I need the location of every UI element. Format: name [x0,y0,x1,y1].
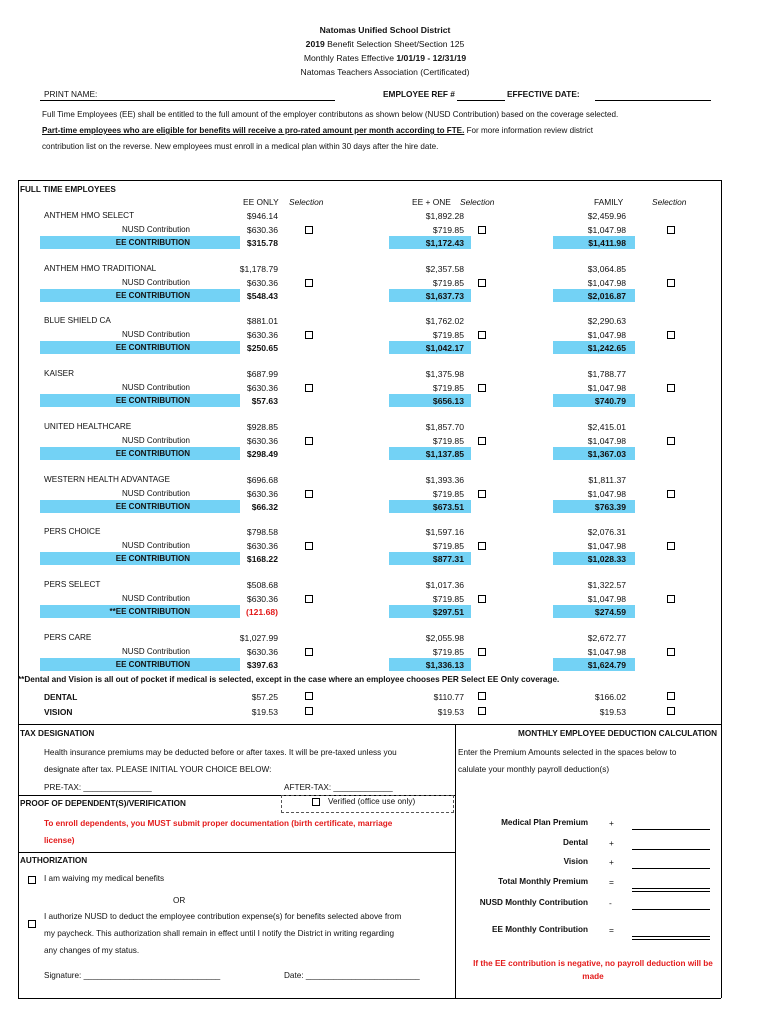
ee-only-premium: $946.14 [246,211,278,221]
ee-one-ee-contribution: $1,137.85 [425,449,464,459]
family-nusd-contribution: $1,047.98 [587,225,626,235]
calc-row-operator: = [609,925,614,935]
ee-only-selection-checkbox[interactable] [305,279,313,287]
family-premium: $2,459.96 [587,211,626,221]
table-right-border [721,180,722,724]
ee-only-nusd-contribution: $630.36 [246,225,278,235]
vision-family-checkbox[interactable] [667,707,675,715]
ee-only-selection-checkbox[interactable] [305,542,313,550]
calc-row-label: EE Monthly Contribution [492,925,588,934]
ee-one-nusd-contribution: $719.85 [432,278,464,288]
dental-family-checkbox[interactable] [667,692,675,700]
table-left-border [18,180,19,724]
plan-name: PERS SELECT [44,580,101,589]
ee-only-premium: $508.68 [246,580,278,590]
pre-tax-initial[interactable]: PRE-TAX: _______________ [44,783,152,792]
effective-date-label: EFFECTIVE DATE: [507,89,580,99]
ee-one-selection-checkbox[interactable] [478,595,486,603]
ee-one-premium: $1,857.70 [425,422,464,432]
calc-row-label: NUSD Monthly Contribution [479,898,588,907]
plan-name: ANTHEM HMO SELECT [44,211,135,220]
verified-label: Verified (office use only) [328,797,416,806]
calc-row-entry[interactable] [632,829,710,830]
col-selection-one: Selection [460,197,495,207]
dental-ee-one: $110.77 [433,692,464,702]
family-ee-contribution: $763.39 [594,502,626,512]
lower-left-border [18,724,19,998]
calc-row-label: Dental [562,838,588,847]
family-selection-checkbox[interactable] [667,490,675,498]
print-name-field[interactable] [40,100,335,101]
ee-only-selection-checkbox[interactable] [305,437,313,445]
authorize-deduction-text: I authorize NUSD to deduct the employee contribution expense(s) for benefits selected above from my paycheck. This authorization shall remain in effect until I notify the District in writing regarding any changes of my status. [44,912,402,955]
ee-one-ee-contribution: $673.51 [432,502,464,512]
calc-row-entry[interactable] [632,868,710,869]
ee-contribution-label: **EE CONTRIBUTION [109,607,190,616]
family-nusd-contribution: $1,047.98 [587,647,626,657]
vision-ee-one-checkbox[interactable] [478,707,486,715]
authorization-top-border [18,852,455,853]
col-family: FAMILY [594,197,624,207]
or-label: OR [173,896,186,905]
ee-only-ee-contribution: $168.22 [246,554,278,564]
ee-contribution-label: EE CONTRIBUTION [115,502,190,511]
ee-one-selection-checkbox[interactable] [478,437,486,445]
ee-one-premium: $1,017.36 [425,580,464,590]
calc-row-entry[interactable] [632,909,710,910]
plan-name: UNITED HEALTHCARE [44,422,132,431]
vision-label: VISION [44,707,73,717]
ee-one-nusd-contribution: $719.85 [432,383,464,393]
ee-only-nusd-contribution: $630.36 [246,383,278,393]
ee-one-premium: $2,055.98 [425,633,464,643]
calc-row-entry-double-line [632,891,710,892]
family-nusd-contribution: $1,047.98 [587,489,626,499]
calc-row-operator: + [609,857,614,867]
family-nusd-contribution: $1,047.98 [587,541,626,551]
district-name: Natomas Unified School District [319,25,451,35]
form-title: 2019 Benefit Selection Sheet/Section 125 [305,39,465,49]
proof-of-dependents-title: PROOF OF DEPENDENT(S)/VERIFICATION [20,799,186,808]
ee-only-nusd-contribution: $630.36 [246,647,278,657]
family-ee-contribution: $274.59 [594,607,626,617]
ee-only-nusd-contribution: $630.36 [246,541,278,551]
ee-one-nusd-contribution: $719.85 [432,489,464,499]
calculation-instructions: Enter the Premium Amounts selected in the spaces below to calulate your monthly payroll deduction(s) [458,748,677,774]
ee-contribution-label: EE CONTRIBUTION [115,343,190,352]
date-field[interactable]: Date: _________________________ [284,971,420,980]
ee-only-nusd-contribution: $630.36 [246,330,278,340]
ee-only-nusd-contribution: $630.36 [246,594,278,604]
lower-section-top-border [18,724,721,725]
family-selection-checkbox[interactable] [667,595,675,603]
ee-contribution-label: EE CONTRIBUTION [115,449,190,458]
nusd-contribution-label: NUSD Contribution [121,436,190,445]
nusd-contribution-label: NUSD Contribution [121,330,190,339]
family-selection-checkbox[interactable] [667,331,675,339]
family-nusd-contribution: $1,047.98 [587,383,626,393]
family-ee-contribution: $1,242.65 [587,343,626,353]
calc-row-entry-double-line [632,939,710,940]
ee-only-premium: $881.01 [246,316,278,326]
ee-only-ee-contribution: (121.68) [245,607,278,617]
intro-text: Full Time Employees (EE) shall be entitled to the full amount of the employer contributons as shown below (NUSD Contribution) based on the coverage selected. Part-time employees who are eligible for benefits will receive a pro-rated amount per month according to FTE. For more information review district contribution list on the reverse. New employees must enroll in a medical plan within 30 days after the hire date. [42,110,619,151]
ee-contribution-label: EE CONTRIBUTION [115,660,190,669]
ee-one-ee-contribution: $1,637.73 [425,291,464,301]
calc-row-operator: + [609,818,614,828]
family-premium: $1,811.37 [588,475,626,485]
nusd-contribution-label: NUSD Contribution [121,278,190,287]
tax-designation-text: Health insurance premiums may be deducted before or after taxes. It will be pre-taxed unless you designate after tax. PLEASE INITIAL YOUR CHOICE BELOW: [44,748,397,774]
ee-only-nusd-contribution: $630.36 [246,278,278,288]
enroll-dependents-note: To enroll dependents, you MUST submit proper documentation (birth certificate, marriage license) [44,819,393,845]
calc-row-operator: + [609,838,614,848]
calc-row-entry[interactable] [632,888,710,889]
family-ee-contribution: $740.79 [594,396,626,406]
vision-family: $19.53 [599,707,626,717]
calc-row-label: Vision [563,857,588,866]
ee-one-selection-checkbox[interactable] [478,490,486,498]
ee-only-ee-contribution: $57.63 [251,396,278,406]
family-premium: $1,322.57 [587,580,626,590]
ee-only-selection-checkbox[interactable] [305,595,313,603]
ee-only-premium: $687.99 [246,369,278,379]
rates-effective: Monthly Rates Effective 1/01/19 - 12/31/19 [303,53,467,63]
plan-name: BLUE SHIELD CA [44,316,111,325]
ee-one-nusd-contribution: $719.85 [432,647,464,657]
family-selection-checkbox[interactable] [667,279,675,287]
ee-only-ee-contribution: $548.43 [246,291,278,301]
ee-only-selection-checkbox[interactable] [305,648,313,656]
family-ee-contribution: $1,367.03 [587,449,626,459]
ee-one-premium: $1,375.98 [425,369,464,379]
ee-only-nusd-contribution: $630.36 [246,436,278,446]
ee-only-selection-checkbox[interactable] [305,490,313,498]
family-selection-checkbox[interactable] [667,542,675,550]
dental-ee-only-checkbox[interactable] [305,692,313,700]
ee-only-selection-checkbox[interactable] [305,384,313,392]
calc-row-operator: - [609,898,612,908]
family-nusd-contribution: $1,047.98 [587,436,626,446]
association-name: Natomas Teachers Association (Certificated) [300,67,470,77]
family-premium: $2,076.31 [587,527,626,537]
ee-one-ee-contribution: $877.31 [432,554,464,564]
calc-row-entry[interactable] [632,849,710,850]
ee-one-nusd-contribution: $719.85 [432,225,464,235]
nusd-contribution-label: NUSD Contribution [121,383,190,392]
calc-row-entry[interactable] [632,936,710,937]
ee-one-premium: $2,357.58 [425,264,464,274]
family-ee-contribution: $1,624.79 [587,660,626,670]
plan-name: PERS CHOICE [44,527,101,536]
calc-row-operator: = [609,877,614,887]
ee-only-premium: $928.85 [246,422,278,432]
ee-only-ee-contribution: $315.78 [246,238,278,248]
ee-only-nusd-contribution: $630.36 [246,489,278,499]
col-ee-only: EE ONLY [243,197,279,207]
plan-name: ANTHEM HMO TRADITIONAL [44,264,157,273]
family-premium: $1,788.77 [587,369,626,379]
ee-contribution-label: EE CONTRIBUTION [115,396,190,405]
vision-ee-only-checkbox[interactable] [305,707,313,715]
ee-only-premium: $1,027.99 [239,633,278,643]
ee-one-selection-checkbox[interactable] [478,279,486,287]
lower-bottom-border [18,998,721,999]
calc-row-label: Total Monthly Premium [498,877,588,886]
print-name-label: PRINT NAME: [44,89,98,99]
ee-only-ee-contribution: $298.49 [246,449,278,459]
ee-one-selection-checkbox[interactable] [478,648,486,656]
nusd-contribution-label: NUSD Contribution [121,225,190,234]
effective-date-field[interactable] [595,100,711,101]
family-ee-contribution: $1,411.98 [588,238,626,248]
table-top-border [18,180,721,181]
plan-name: PERS CARE [44,633,92,642]
ee-one-selection-checkbox[interactable] [478,542,486,550]
family-selection-checkbox[interactable] [667,648,675,656]
ee-only-selection-checkbox[interactable] [305,226,313,234]
authorize-deduction-checkbox[interactable] [28,920,36,928]
verified-checkbox[interactable] [312,798,320,806]
ee-contribution-label: EE CONTRIBUTION [115,291,190,300]
negative-contribution-warning: If the EE contribution is negative, no payroll deduction will be made [473,959,713,981]
ee-only-ee-contribution: $250.65 [246,343,278,353]
ee-only-premium: $696.68 [246,475,278,485]
ee-only-selection-checkbox[interactable] [305,331,313,339]
after-tax-initial[interactable]: AFTER-TAX: _____________ [284,783,393,792]
tax-designation-title: TAX DESIGNATION [20,729,95,738]
family-selection-checkbox[interactable] [667,437,675,445]
col-selection-family: Selection [652,197,687,207]
employee-ref-field[interactable] [457,100,505,101]
authorization-title: AUTHORIZATION [20,856,88,865]
family-ee-contribution: $1,028.33 [587,554,626,564]
ee-one-selection-checkbox[interactable] [478,331,486,339]
family-nusd-contribution: $1,047.98 [587,330,626,340]
ee-one-ee-contribution: $1,336.13 [425,660,464,670]
ee-one-ee-contribution: $1,172.43 [425,238,464,248]
family-premium: $2,672.77 [587,633,626,643]
family-premium: $2,290.63 [587,316,626,326]
ee-contribution-label: EE CONTRIBUTION [115,554,190,563]
ee-one-premium: $1,597.16 [425,527,464,537]
ee-one-premium: $1,762.02 [425,316,464,326]
family-selection-checkbox[interactable] [667,226,675,234]
col-ee-one: EE + ONE [412,197,451,207]
family-selection-checkbox[interactable] [667,384,675,392]
signature-field[interactable]: Signature: ______________________________ [44,971,221,980]
nusd-contribution-label: NUSD Contribution [121,594,190,603]
vision-ee-one: $19.53 [437,707,464,717]
ee-contribution-label: EE CONTRIBUTION [115,238,190,247]
ee-one-nusd-contribution: $719.85 [432,541,464,551]
col-selection-ee: Selection [289,197,324,207]
dental-vision-footnote: **Dental and Vision is all out of pocket if medical is selected, except in the case where an employee chooses PER Select EE Only coverage. [18,675,560,684]
family-premium: $3,064.85 [587,264,626,274]
nusd-contribution-label: NUSD Contribution [121,489,190,498]
ee-one-premium: $1,892.28 [425,211,464,221]
ee-only-ee-contribution: $66.32 [251,502,278,512]
employee-ref-label: EMPLOYEE REF # [383,89,455,99]
dental-ee-one-checkbox[interactable] [478,692,486,700]
calc-row-label: Medical Plan Premium [501,818,588,827]
family-premium: $2,415.01 [587,422,626,432]
family-ee-contribution: $2,016.87 [587,291,626,301]
family-nusd-contribution: $1,047.98 [587,278,626,288]
ee-one-ee-contribution: $1,042.17 [425,343,464,353]
vision-ee-only: $19.53 [251,707,278,717]
nusd-contribution-label: NUSD Contribution [121,647,190,656]
ee-one-selection-checkbox[interactable] [478,384,486,392]
ee-only-ee-contribution: $397.63 [246,660,278,670]
ee-one-nusd-contribution: $719.85 [432,594,464,604]
family-nusd-contribution: $1,047.98 [587,594,626,604]
ee-one-ee-contribution: $656.13 [432,396,464,406]
plan-name: WESTERN HEALTH ADVANTAGE [44,475,171,484]
ee-one-selection-checkbox[interactable] [478,226,486,234]
waive-benefits-label: I am waiving my medical benefits [44,874,165,883]
ee-only-premium: $1,178.79 [239,264,278,274]
ee-one-nusd-contribution: $719.85 [432,436,464,446]
ee-only-premium: $798.58 [246,527,278,537]
dental-label: DENTAL [44,692,78,702]
nusd-contribution-label: NUSD Contribution [121,541,190,550]
calculation-title: MONTHLY EMPLOYEE DEDUCTION CALCULATION [518,729,718,738]
section-title-full-time: FULL TIME EMPLOYEES [20,185,116,194]
ee-one-nusd-contribution: $719.85 [432,330,464,340]
plan-name: KAISER [44,369,75,378]
dental-ee-only: $57.25 [251,692,278,702]
ee-one-premium: $1,393.36 [425,475,464,485]
dental-family: $166.02 [594,692,626,702]
ee-one-ee-contribution: $297.51 [432,607,464,617]
waive-benefits-checkbox[interactable] [28,876,36,884]
